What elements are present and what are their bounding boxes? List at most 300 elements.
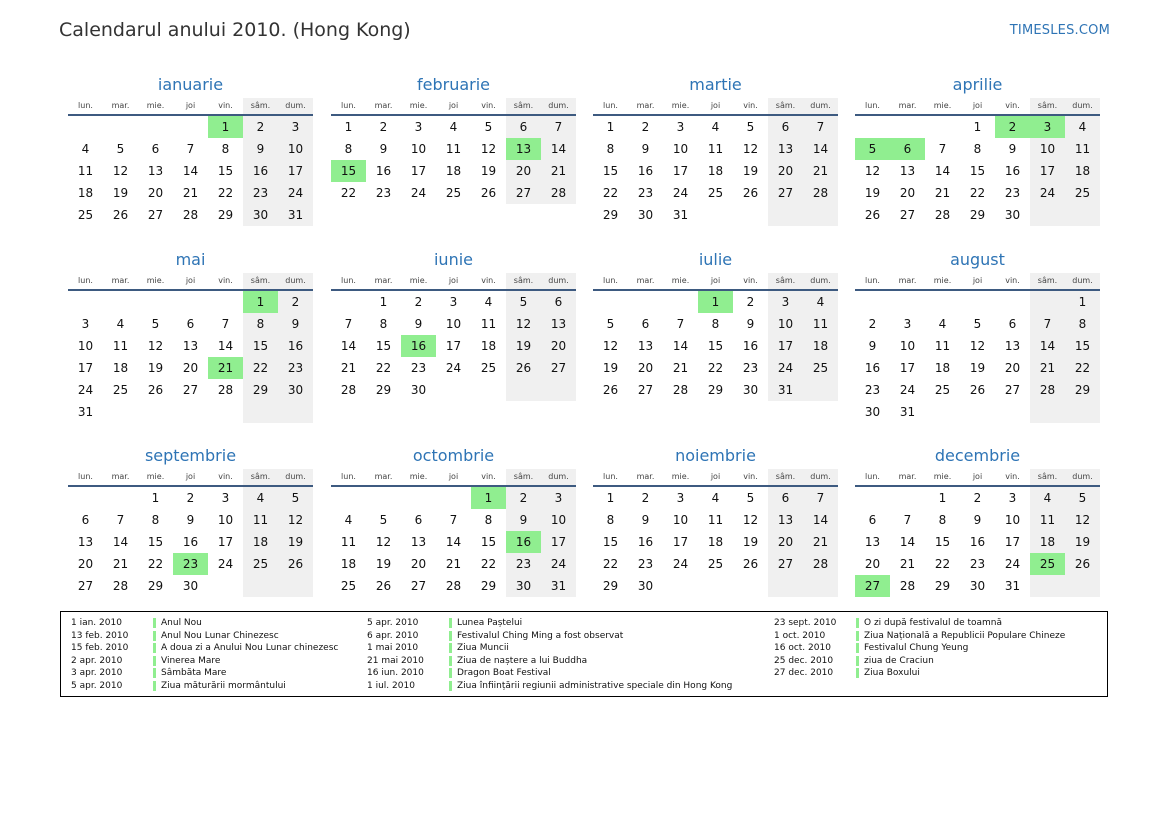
empty-cell: [803, 204, 838, 226]
empty-cell: [890, 487, 925, 509]
day-cell: 30: [410, 383, 427, 397]
day-cell: 13: [899, 164, 916, 178]
day-cell: 5: [116, 142, 125, 156]
holiday-day: 21: [208, 357, 243, 379]
empty-cell: [1065, 401, 1100, 423]
day-cell: 22: [969, 186, 986, 200]
empty-cell: [890, 116, 925, 138]
weekday-label: sâm.: [1030, 98, 1065, 114]
empty-cell: [733, 575, 768, 597]
day-cell: 28: [1030, 379, 1065, 401]
day-cell: 15: [934, 535, 951, 549]
holiday-day: 1: [208, 116, 243, 138]
day-cell: 22: [147, 557, 164, 571]
day-grid: [593, 487, 838, 597]
day-cell: 24: [672, 186, 689, 200]
day-cell: 31: [278, 204, 313, 226]
day-cell: 3: [221, 491, 230, 505]
day-cell: 30: [243, 204, 278, 226]
holiday-day: 25: [1030, 553, 1065, 575]
day-cell: 10: [1004, 513, 1021, 527]
weekday-header: [68, 98, 313, 116]
weekday-label: mie.: [409, 276, 428, 285]
day-cell: 27: [410, 579, 427, 593]
weekday-label: dum.: [541, 273, 576, 289]
holiday-day: 3: [1030, 116, 1065, 138]
day-grid: [593, 291, 838, 401]
day-cell: 10: [1030, 138, 1065, 160]
weekday-label: lun.: [603, 472, 618, 481]
weekday-header: [855, 273, 1100, 291]
day-cell: 28: [340, 383, 357, 397]
day-cell: 3: [449, 295, 458, 309]
weekday-label: joi: [185, 276, 196, 285]
day-cell: 9: [641, 513, 650, 527]
day-cell: 13: [864, 535, 881, 549]
empty-cell: [995, 401, 1030, 423]
day-cell: 21: [803, 531, 838, 553]
day-cell: 16: [278, 335, 313, 357]
day-grid: [68, 487, 313, 597]
day-cell: 21: [182, 186, 199, 200]
day-cell: 10: [410, 142, 427, 156]
day-cell: 31: [77, 405, 94, 419]
weekday-label: sâm.: [243, 273, 278, 289]
day-cell: 2: [414, 295, 423, 309]
day-cell: 17: [1030, 160, 1065, 182]
weekday-label: mar.: [111, 276, 130, 285]
empty-cell: [960, 401, 995, 423]
day-cell: 20: [1004, 361, 1021, 375]
day-cell: 8: [221, 142, 230, 156]
day-cell: 13: [410, 535, 427, 549]
empty-cell: [68, 291, 103, 313]
empty-cell: [803, 575, 838, 597]
month-name: iulie: [698, 250, 733, 269]
day-cell: 11: [707, 513, 724, 527]
weekday-label: mar.: [374, 276, 393, 285]
weekday-label: dum.: [1065, 273, 1100, 289]
day-cell: 28: [803, 553, 838, 575]
day-cell: 6: [768, 487, 803, 509]
weekday-label: vin.: [481, 276, 496, 285]
day-cell: 24: [217, 557, 234, 571]
day-cell: 2: [746, 295, 755, 309]
day-cell: 4: [803, 291, 838, 313]
day-cell: 7: [803, 487, 838, 509]
day-cell: 18: [707, 164, 724, 178]
month-aprilie: [855, 74, 1100, 226]
day-cell: 17: [672, 535, 689, 549]
day-cell: 3: [1008, 491, 1017, 505]
day-grid: [855, 291, 1100, 423]
weekday-label: mar.: [111, 101, 130, 110]
day-cell: 28: [445, 579, 462, 593]
legend-item: [71, 630, 371, 643]
day-cell: 30: [742, 383, 759, 397]
day-cell: 19: [112, 186, 129, 200]
weekday-label: mar.: [636, 276, 655, 285]
weekday-label: mar.: [898, 472, 917, 481]
day-cell: 5: [379, 513, 388, 527]
month-septembrie: [68, 445, 313, 597]
day-cell: 9: [243, 138, 278, 160]
legend-item: [774, 655, 1104, 668]
day-cell: 9: [746, 317, 755, 331]
day-cell: 6: [186, 317, 195, 331]
weekday-label: vin.: [1005, 101, 1020, 110]
day-cell: 17: [445, 339, 462, 353]
weekday-label: joi: [448, 472, 459, 481]
holiday-day: 16: [506, 531, 541, 553]
day-cell: 2: [973, 491, 982, 505]
weekday-label: joi: [710, 472, 721, 481]
day-cell: 24: [541, 553, 576, 575]
day-cell: 17: [217, 535, 234, 549]
holiday-color-marker: [449, 643, 452, 653]
empty-cell: [925, 401, 960, 423]
day-cell: 2: [278, 291, 313, 313]
day-cell: 6: [506, 116, 541, 138]
weekday-label: joi: [972, 276, 983, 285]
day-cell: 22: [480, 557, 497, 571]
legend-date: 5 apr. 2010: [71, 680, 123, 691]
day-cell: 7: [676, 317, 685, 331]
day-cell: 10: [278, 138, 313, 160]
day-cell: 2: [868, 317, 877, 331]
holiday-color-marker: [856, 668, 859, 678]
day-cell: 15: [147, 535, 164, 549]
holiday-color-marker: [153, 681, 156, 691]
month-iulie: [593, 249, 838, 401]
weekday-label: mar.: [374, 101, 393, 110]
legend-date: 2 apr. 2010: [71, 655, 123, 666]
day-cell: 26: [147, 383, 164, 397]
day-cell: 20: [768, 160, 803, 182]
day-cell: 29: [375, 383, 392, 397]
day-cell: 8: [379, 317, 388, 331]
day-cell: 21: [112, 557, 129, 571]
day-cell: 18: [803, 335, 838, 357]
day-cell: 28: [803, 182, 838, 204]
day-cell: 26: [480, 186, 497, 200]
weekday-header: [855, 469, 1100, 487]
day-cell: 23: [278, 357, 313, 379]
weekday-label: sâm.: [243, 98, 278, 114]
empty-cell: [1030, 575, 1065, 597]
legend-holiday-name: Ziua Boxului: [864, 668, 920, 678]
weekday-label: dum.: [1065, 469, 1100, 485]
day-cell: 10: [77, 339, 94, 353]
day-cell: 1: [606, 120, 615, 134]
day-cell: 7: [344, 317, 353, 331]
day-cell: 26: [742, 557, 759, 571]
day-cell: 27: [768, 553, 803, 575]
day-cell: 1: [973, 120, 982, 134]
holiday-color-marker: [153, 668, 156, 678]
day-grid: [68, 291, 313, 423]
day-cell: 8: [484, 513, 493, 527]
day-cell: 4: [1030, 487, 1065, 509]
holiday-day: 2: [995, 116, 1030, 138]
empty-cell: [103, 116, 138, 138]
day-cell: 13: [637, 339, 654, 353]
day-cell: 25: [112, 383, 129, 397]
day-cell: 5: [484, 120, 493, 134]
day-cell: 12: [1065, 509, 1100, 531]
day-cell: 24: [410, 186, 427, 200]
day-cell: 9: [868, 339, 877, 353]
weekday-label: mie.: [146, 276, 165, 285]
day-cell: 22: [602, 186, 619, 200]
day-cell: 17: [410, 164, 427, 178]
day-cell: 12: [112, 164, 129, 178]
day-cell: 14: [112, 535, 129, 549]
day-cell: 20: [637, 361, 654, 375]
day-cell: 17: [899, 361, 916, 375]
weekday-label: lun.: [341, 472, 356, 481]
day-cell: 23: [410, 361, 427, 375]
holiday-color-marker: [856, 643, 859, 653]
day-cell: 31: [1004, 579, 1021, 593]
day-cell: 9: [973, 513, 982, 527]
month-name: februarie: [416, 75, 491, 94]
weekday-label: dum.: [1065, 98, 1100, 114]
day-cell: 30: [278, 379, 313, 401]
holiday-day: 13: [506, 138, 541, 160]
weekday-header: [593, 469, 838, 487]
empty-cell: [173, 116, 208, 138]
empty-cell: [278, 401, 313, 423]
empty-cell: [768, 204, 803, 226]
day-cell: 4: [938, 317, 947, 331]
day-cell: 25: [803, 357, 838, 379]
day-cell: 25: [243, 553, 278, 575]
day-cell: 11: [77, 164, 94, 178]
day-cell: 27: [182, 383, 199, 397]
day-cell: 30: [637, 579, 654, 593]
day-cell: 14: [182, 164, 199, 178]
day-cell: 29: [1065, 379, 1100, 401]
day-cell: 19: [742, 164, 759, 178]
day-cell: 11: [707, 142, 724, 156]
day-cell: 23: [1004, 186, 1021, 200]
legend-date: 23 sept. 2010: [774, 618, 837, 628]
empty-cell: [698, 204, 733, 226]
day-cell: 11: [803, 313, 838, 335]
weekday-label: lun.: [865, 276, 880, 285]
legend-item: [71, 655, 371, 668]
day-cell: 5: [151, 317, 160, 331]
weekday-label: lun.: [78, 472, 93, 481]
month-name: aprilie: [952, 75, 1003, 94]
weekday-label: mar.: [111, 472, 130, 481]
day-cell: 18: [445, 164, 462, 178]
weekday-header: [68, 273, 313, 291]
day-cell: 1: [938, 491, 947, 505]
day-cell: 1: [606, 491, 615, 505]
day-cell: 4: [243, 487, 278, 509]
day-cell: 25: [934, 383, 951, 397]
day-cell: 7: [903, 513, 912, 527]
legend-holiday-name: Ziua măturării mormântului: [161, 680, 286, 691]
day-cell: 3: [278, 116, 313, 138]
legend-item: [774, 642, 1104, 655]
weekday-label: sâm.: [506, 469, 541, 485]
day-cell: 11: [1030, 509, 1065, 531]
legend-holiday-name: Festivalul Ching Ming a fost observat: [457, 630, 624, 641]
day-cell: 8: [711, 317, 720, 331]
day-cell: 17: [672, 164, 689, 178]
month-name: ianuarie: [157, 75, 224, 94]
day-cell: 28: [112, 579, 129, 593]
holiday-day: 15: [331, 160, 366, 182]
day-cell: 29: [217, 208, 234, 222]
day-cell: 16: [637, 535, 654, 549]
day-cell: 7: [1030, 313, 1065, 335]
weekday-label: mar.: [636, 101, 655, 110]
day-cell: 25: [707, 186, 724, 200]
legend-column: [367, 617, 787, 692]
day-cell: 14: [803, 138, 838, 160]
day-cell: 21: [445, 557, 462, 571]
day-cell: 1: [1065, 291, 1100, 313]
day-cell: 29: [602, 579, 619, 593]
day-cell: 10: [899, 339, 916, 353]
day-cell: 14: [217, 339, 234, 353]
legend-item: [367, 667, 787, 680]
day-cell: 23: [969, 557, 986, 571]
day-cell: 2: [243, 116, 278, 138]
day-cell: 5: [1065, 487, 1100, 509]
day-cell: 27: [506, 182, 541, 204]
day-cell: 15: [969, 164, 986, 178]
day-cell: 20: [768, 531, 803, 553]
holiday-color-marker: [856, 656, 859, 666]
holiday-color-marker: [449, 668, 452, 678]
day-cell: 22: [340, 186, 357, 200]
day-cell: 26: [864, 208, 881, 222]
day-cell: 20: [77, 557, 94, 571]
day-cell: 29: [243, 379, 278, 401]
weekday-label: mie.: [933, 101, 952, 110]
day-cell: 17: [1004, 535, 1021, 549]
day-cell: 30: [1004, 208, 1021, 222]
day-cell: 3: [81, 317, 90, 331]
month-decembrie: [855, 445, 1100, 597]
empty-cell: [278, 575, 313, 597]
day-cell: 23: [742, 361, 759, 375]
day-cell: 30: [637, 208, 654, 222]
day-cell: 10: [672, 513, 689, 527]
weekday-label: vin.: [481, 472, 496, 481]
weekday-label: lun.: [603, 101, 618, 110]
day-cell: 16: [375, 164, 392, 178]
empty-cell: [68, 116, 103, 138]
day-cell: 17: [768, 335, 803, 357]
day-cell: 18: [243, 531, 278, 553]
day-cell: 25: [480, 361, 497, 375]
day-cell: 12: [602, 339, 619, 353]
day-cell: 17: [278, 160, 313, 182]
day-cell: 12: [147, 339, 164, 353]
day-cell: 23: [637, 557, 654, 571]
empty-cell: [925, 116, 960, 138]
weekday-label: lun.: [865, 472, 880, 481]
weekday-label: sâm.: [243, 469, 278, 485]
day-cell: 3: [676, 491, 685, 505]
day-cell: 19: [147, 361, 164, 375]
day-cell: 25: [340, 579, 357, 593]
day-cell: 16: [742, 339, 759, 353]
day-cell: 18: [480, 339, 497, 353]
holiday-day: 23: [173, 553, 208, 575]
day-cell: 18: [1030, 531, 1065, 553]
empty-cell: [243, 575, 278, 597]
day-cell: 25: [445, 186, 462, 200]
day-cell: 22: [217, 186, 234, 200]
legend-date: 1 ian. 2010: [71, 618, 122, 628]
day-cell: 9: [1008, 142, 1017, 156]
day-cell: 13: [768, 138, 803, 160]
empty-cell: [1065, 204, 1100, 226]
day-cell: 11: [934, 339, 951, 353]
empty-cell: [436, 379, 471, 401]
legend-item: [71, 680, 371, 693]
weekday-label: vin.: [743, 276, 758, 285]
empty-cell: [855, 291, 890, 313]
weekday-label: vin.: [743, 472, 758, 481]
day-cell: 19: [375, 557, 392, 571]
day-cell: 28: [899, 579, 916, 593]
day-cell: 21: [672, 361, 689, 375]
day-cell: 10: [541, 509, 576, 531]
weekday-label: joi: [972, 101, 983, 110]
day-cell: 15: [375, 339, 392, 353]
brand-link[interactable]: TIMESLES.COM: [1009, 23, 1110, 38]
day-cell: 19: [480, 164, 497, 178]
holiday-legend: [60, 611, 1108, 697]
legend-holiday-name: Ziua Națională a Republicii Populare Chineze: [864, 630, 1066, 641]
day-cell: 5: [746, 120, 755, 134]
empty-cell: [855, 116, 890, 138]
month-name: noiembrie: [675, 446, 756, 465]
day-cell: 19: [278, 531, 313, 553]
holiday-color-marker: [153, 618, 156, 628]
day-cell: 14: [340, 339, 357, 353]
empty-cell: [1030, 291, 1065, 313]
weekday-label: joi: [972, 472, 983, 481]
day-cell: 30: [969, 579, 986, 593]
weekday-label: sâm.: [768, 469, 803, 485]
legend-date: 1 oct. 2010: [774, 630, 826, 641]
empty-cell: [768, 575, 803, 597]
legend-date: 6 apr. 2010: [367, 630, 419, 641]
day-cell: 12: [864, 164, 881, 178]
day-grid: [331, 116, 576, 204]
month-martie: [593, 74, 838, 226]
day-grid: [68, 116, 313, 226]
day-cell: 22: [602, 557, 619, 571]
empty-cell: [103, 291, 138, 313]
weekday-label: dum.: [278, 98, 313, 114]
weekday-label: lun.: [78, 101, 93, 110]
day-cell: 16: [243, 160, 278, 182]
month-octombrie: [331, 445, 576, 597]
day-cell: 15: [1065, 335, 1100, 357]
weekday-label: vin.: [1005, 472, 1020, 481]
day-cell: 15: [217, 164, 234, 178]
